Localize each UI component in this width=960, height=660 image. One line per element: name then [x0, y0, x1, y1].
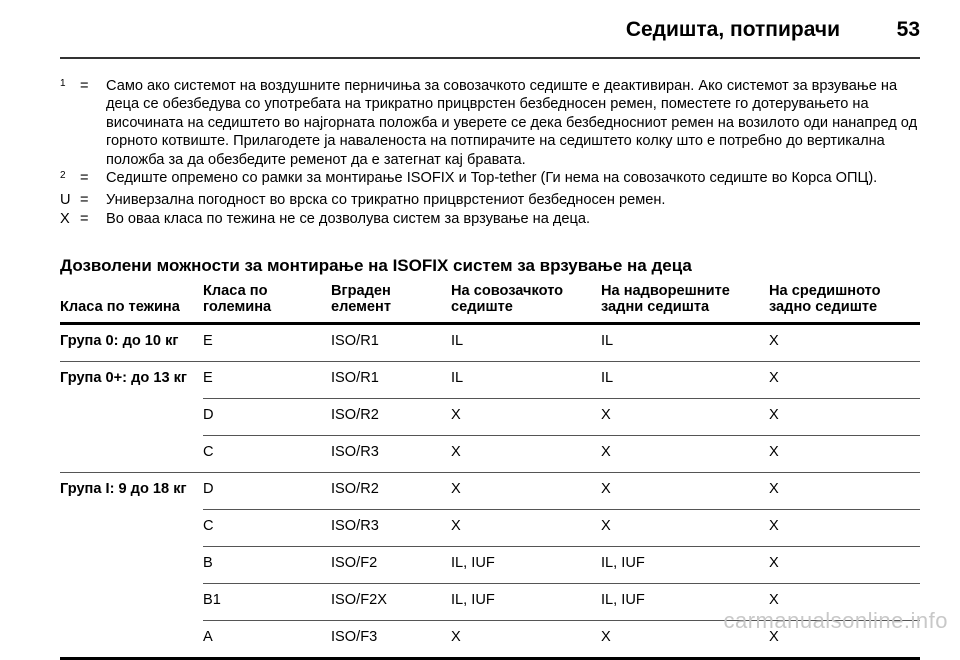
header-passenger-seat: На совозачкото седиште	[451, 281, 601, 324]
table-row	[60, 547, 920, 584]
weight-class-cell	[60, 584, 203, 621]
table-cell: B	[203, 547, 331, 584]
table-cell: E	[203, 324, 331, 362]
table-row	[60, 362, 920, 399]
footnote	[60, 210, 920, 228]
weight-class-cell	[60, 510, 203, 547]
table-cell: X	[769, 362, 920, 399]
footnote-text: Седиште опремено со рамки за монтирање ISOFIX и Top-tether (Ги нема на совозачкото седиште во Корса ОПЦ).	[106, 170, 878, 187]
table-cell: IL, IUF	[601, 547, 769, 584]
footnote-key: U	[60, 192, 71, 209]
table-cell: ISO/R1	[331, 324, 451, 362]
footnote-text: Само ако системот на воздушните перничиња за совозачкото седиште е деактивиран. Ако системот за врзување на деца се обезбедува со употребата на трикратно прицврстен безбедносен ремен, поместете го дотерувањето на височината на седиштето во најгорната положба и уверете се дека безбедносниот ремен на возилото оди нанапред од горното котвиште. Прилагодете ја наваленоста на потпирачите на седиштето колку што е потребно до вертикална положба за да обезбедите ременот да е затегнат кај бравата.	[106, 78, 918, 168]
table-row	[60, 324, 920, 362]
table-cell: X	[601, 510, 769, 547]
table-cell: IL, IUF	[601, 584, 769, 621]
table-cell: X	[769, 621, 920, 659]
table-cell: X	[451, 399, 601, 436]
weight-class-cell	[60, 399, 203, 436]
weight-class-cell: Група 0: до 10 кг	[60, 324, 203, 362]
table-cell: X	[769, 584, 920, 621]
table-cell: D	[203, 473, 331, 510]
table-row	[60, 510, 920, 547]
footnote-key: 2	[60, 170, 66, 182]
header-outer-rear-seats: На надворешните задни седишта	[601, 281, 769, 324]
footnote-text: Универзална погодност во врска со трикратно прицврстениот безбедносен ремен.	[106, 192, 666, 209]
weight-class-cell: Група 0+: до 13 кг	[60, 370, 187, 386]
footnotes	[60, 77, 920, 228]
table-cell: A	[203, 621, 331, 659]
table-cell: ISO/F3	[331, 621, 451, 659]
page-header	[60, 14, 920, 54]
footnote-equals: =	[80, 192, 89, 209]
footnote	[60, 169, 920, 191]
weight-class-cell	[60, 621, 203, 659]
footnote-text: Во оваа класа по тежина не се дозволува систем за врзување на деца.	[106, 210, 591, 227]
table-cell: ISO/R2	[331, 399, 451, 436]
header-divider	[60, 57, 920, 59]
table-cell: B1	[203, 584, 331, 621]
table-cell: IL	[601, 362, 769, 399]
header-center-rear-seat: На средишното задно седиште	[769, 281, 920, 324]
table-header-row	[60, 281, 920, 324]
footnote-equals: =	[80, 170, 89, 187]
table-cell: ISO/R1	[331, 362, 451, 399]
table-cell: X	[769, 510, 920, 547]
footnote-key: X	[60, 210, 70, 227]
table-cell: IL	[601, 324, 769, 362]
weight-class-cell	[60, 547, 203, 584]
weight-class-cell: Група I: 9 до 18 кг	[60, 481, 187, 497]
table-cell: X	[601, 436, 769, 473]
header-size-class: Класа по големина	[203, 281, 331, 324]
header-fixture: Вграден елемент	[331, 281, 451, 324]
footnote-key: 1	[60, 78, 66, 89]
table-cell: X	[769, 547, 920, 584]
section-title: Дозволени можности за монтирање на ISOFIX систем за врзување на деца	[60, 256, 692, 275]
table-cell: ISO/R2	[331, 473, 451, 510]
table-cell: X	[451, 436, 601, 473]
header-weight-class: Класа по тежина	[60, 281, 203, 324]
table-cell: IL	[451, 324, 601, 362]
table-row	[60, 399, 920, 436]
table-cell: ISO/R3	[331, 510, 451, 547]
table-cell: X	[451, 473, 601, 510]
table-cell: IL	[451, 362, 601, 399]
table-cell: IL, IUF	[451, 547, 601, 584]
watermark: carmanualsonline.info	[723, 608, 948, 633]
table-cell: E	[203, 362, 331, 399]
table-cell: X	[769, 399, 920, 436]
table-cell: X	[769, 324, 920, 362]
table-row	[60, 436, 920, 473]
isofix-table	[60, 281, 920, 660]
footnote-equals: =	[80, 210, 89, 227]
table-cell: ISO/F2	[331, 547, 451, 584]
weight-class-cell	[60, 436, 203, 473]
table-cell: ISO/R3	[331, 436, 451, 473]
table-cell: X	[601, 399, 769, 436]
footnote	[60, 77, 920, 169]
page-number: 53	[896, 18, 920, 41]
table-cell: X	[601, 621, 769, 659]
footnote	[60, 191, 920, 209]
table-cell: ISO/F2X	[331, 584, 451, 621]
table-row	[60, 473, 920, 510]
table-cell: IL, IUF	[451, 584, 601, 621]
footnote-equals: =	[80, 78, 89, 94]
table-cell: X	[769, 436, 920, 473]
table-cell: X	[451, 510, 601, 547]
table-cell: C	[203, 436, 331, 473]
table-cell: X	[451, 621, 601, 659]
table-cell: X	[601, 473, 769, 510]
table-cell: C	[203, 510, 331, 547]
page-title: Седишта, потпирачи	[625, 18, 840, 41]
table-cell: X	[769, 473, 920, 510]
table-cell: D	[203, 399, 331, 436]
